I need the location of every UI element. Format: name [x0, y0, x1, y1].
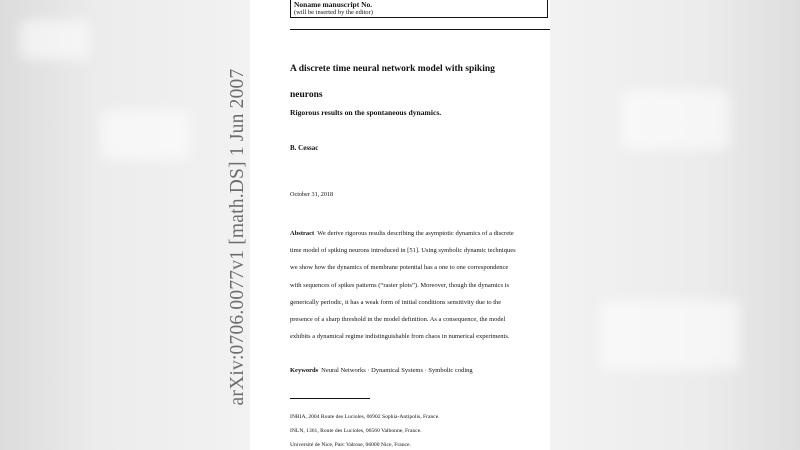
background-blur: [20, 20, 90, 60]
manuscript-label: Noname manuscript No.: [294, 0, 373, 9]
header-rule: [290, 29, 550, 30]
abstract-label: Abstract: [290, 230, 315, 237]
keywords-label: Keywords: [290, 367, 319, 374]
paper-author: B. Cessac: [290, 144, 319, 152]
abstract-line: with sequences of spikes patterns (“raster plots”). Moreover, though the dynamics is: [290, 281, 510, 289]
background-blur: [620, 90, 730, 150]
paper-title-line-1: A discrete time neural network model with spiking: [290, 64, 495, 74]
abstract-line: time model of spiking neurons introduced in [51]. Using symbolic dynamic techniques: [290, 247, 516, 255]
background-blur: [100, 110, 190, 160]
affiliation-line: Université de Nice, Parc Valrose, 06000 Nice, France.: [290, 442, 411, 448]
manuscript-note: (will be inserted by the editor): [294, 9, 373, 16]
abstract-line: exhibits a dynamical regime indistinguishable from chaos in numerical experiments.: [290, 333, 510, 341]
keywords: [290, 367, 473, 374]
abstract: [290, 225, 550, 345]
footnote-rule: [290, 398, 370, 399]
manuscript-number-box: [290, 0, 548, 18]
abstract-line: we show how the dynamics of membrane potential has a one to one correspondence: [290, 264, 509, 272]
background-blur: [600, 300, 740, 370]
paper-title: [290, 56, 545, 108]
abstract-line: [290, 225, 550, 242]
document-page: [250, 0, 550, 450]
paper-subtitle: Rigorous results on the spontaneous dynamics.: [290, 108, 442, 117]
viewer-background-left: [0, 0, 250, 450]
abstract-line: presence of a sharp threshold in the model definition. As a consequence, the model: [290, 316, 506, 324]
arxiv-identifier: arXiv:0706.0077v1 [math.DS] 1 Jun 2007: [227, 68, 248, 406]
paper-title-line-2: neurons: [290, 90, 323, 100]
paper-date: October 31, 2018: [290, 191, 334, 198]
abstract-line: generically periodic, it has a weak form of initial conditions sensitivity due to the: [290, 298, 502, 306]
abstract-text: We derive rigorous results describing the asymptotic dynamics of a discrete: [317, 230, 514, 237]
affiliation-line: INLN, 1361, Route des Lucioles, 06560 Valbonne, France.: [290, 428, 422, 434]
affiliation-line: INRIA, 2004 Route des Lucioles, 06902 Sophia-Antipolis, France.: [290, 414, 440, 420]
viewer-background-right: [550, 0, 800, 450]
keywords-text: Neural Networks · Dynamical Systems · Symbolic coding: [321, 367, 473, 374]
